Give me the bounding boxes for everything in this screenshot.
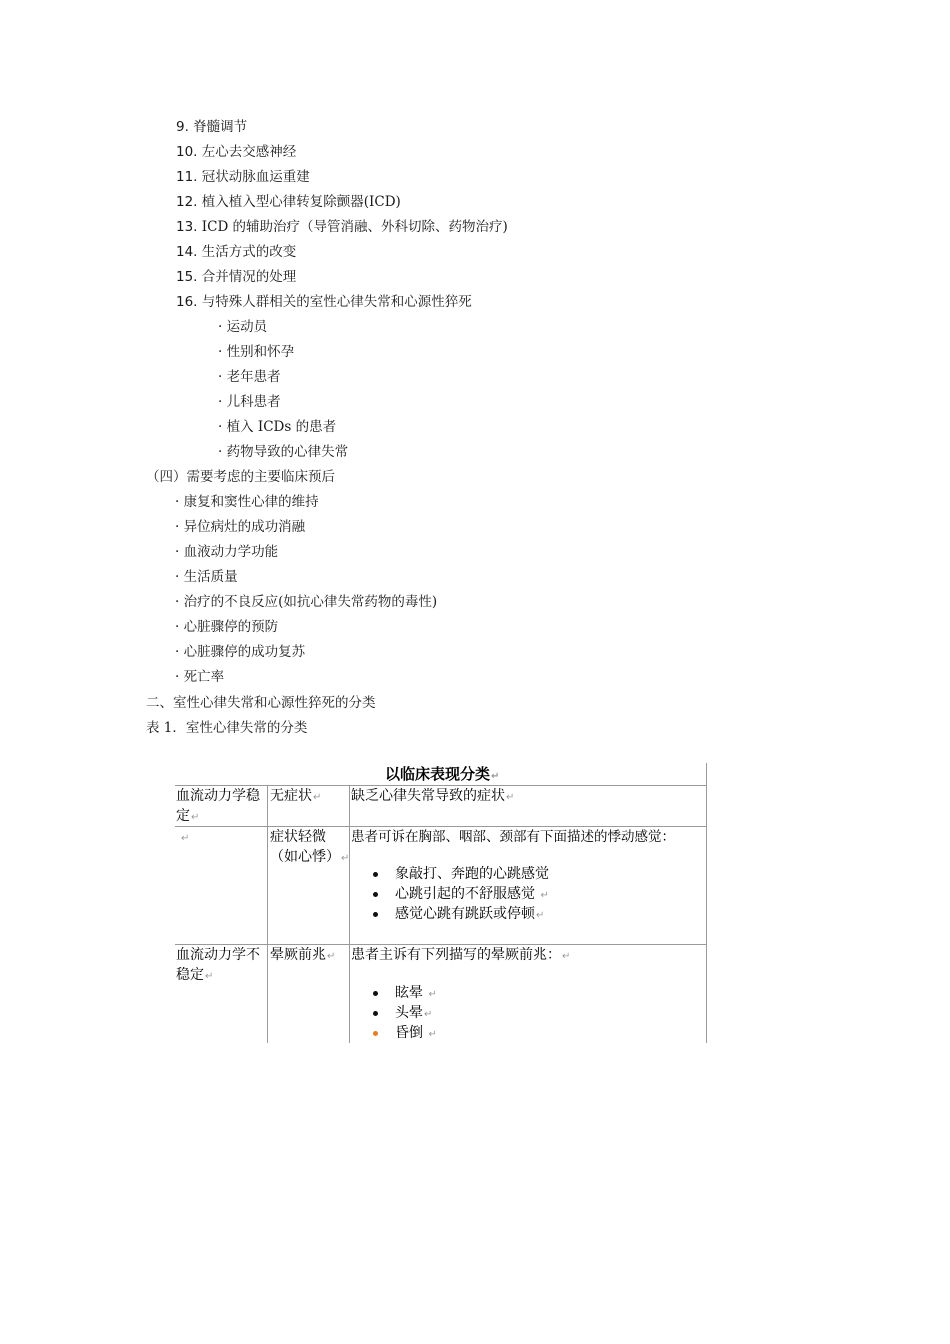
outcome-item: · 血液动力学功能 bbox=[175, 544, 279, 560]
cell-empty: ↵ bbox=[181, 833, 190, 844]
outcome-item: · 心脏骤停的成功复苏 bbox=[175, 644, 306, 660]
presyncope-item: 昏倒 ↵ bbox=[395, 1025, 437, 1041]
presyncope-item: 头晕↵ bbox=[395, 1005, 433, 1021]
list-bullet bbox=[373, 872, 378, 877]
sub-list-item: · 药物导致的心律失常 bbox=[218, 444, 349, 460]
sub-list-item: · 性别和怀孕 bbox=[218, 344, 295, 360]
outcome-item: · 康复和窦性心律的维持 bbox=[175, 494, 319, 510]
symptom-item: 感觉心跳有跳跃或停顿↵ bbox=[395, 906, 545, 922]
list-item-15: 15. 合并情况的处理 bbox=[176, 269, 297, 285]
table-rule bbox=[349, 785, 350, 1043]
section-heading-4: （四）需要考虑的主要临床预后 bbox=[146, 469, 335, 485]
outcome-item: · 心脏骤停的预防 bbox=[175, 619, 279, 635]
list-item-13: 13. ICD 的辅助治疗（导管消融、外科切除、药物治疗) bbox=[176, 219, 508, 235]
outcome-item: · 治疗的不良反应(如抗心律失常药物的毒性) bbox=[175, 594, 438, 610]
list-bullet bbox=[373, 991, 378, 996]
cell-asymptomatic: 无症状↵ bbox=[270, 788, 322, 804]
list-item-9: 9. 脊髓调节 bbox=[176, 119, 248, 135]
cell-asymptomatic-desc: 缺乏心律失常导致的症状↵ bbox=[351, 788, 515, 804]
list-item-10: 10. 左心去交感神经 bbox=[176, 144, 297, 160]
table-rule bbox=[706, 763, 707, 1043]
sub-list-item: · 儿科患者 bbox=[218, 394, 281, 410]
list-bullet bbox=[373, 1011, 378, 1016]
outcome-item: · 生活质量 bbox=[175, 569, 238, 585]
cell-mild-symptoms: 症状轻微 （如心悸）↵ bbox=[270, 829, 350, 865]
classification-table bbox=[175, 763, 707, 1043]
presyncope-item: 眩晕 ↵ bbox=[395, 985, 437, 1001]
symptom-item: 心跳引起的不舒服感觉 ↵ bbox=[395, 886, 549, 902]
cell-mild-symptoms-desc: 患者可诉在胸部、咽部、颈部有下面描述的悸动感觉： bbox=[351, 829, 675, 845]
list-bullet bbox=[373, 892, 378, 897]
list-item-16: 16. 与特殊人群相关的室性心律失常和心源性猝死 bbox=[176, 294, 472, 310]
list-item-12: 12. 植入植入型心律转复除颤器(ICD) bbox=[176, 194, 401, 210]
outcome-item: · 死亡率 bbox=[175, 669, 225, 685]
list-bullet bbox=[373, 912, 378, 917]
cell-hemo-stable: 血流动力学稳 定↵ bbox=[176, 788, 260, 824]
list-item-11: 11. 冠状动脉血运重建 bbox=[176, 169, 310, 185]
cell-hemo-unstable: 血流动力学不 稳定↵ bbox=[176, 947, 260, 983]
cell-presyncope-desc: 患者主诉有下列描写的晕厥前兆：↵ bbox=[351, 947, 571, 963]
sub-list-item: · 运动员 bbox=[218, 319, 268, 335]
symptom-item: 象敲打、奔跑的心跳感觉 bbox=[395, 866, 549, 882]
cell-presyncope: 晕厥前兆↵ bbox=[270, 947, 336, 963]
list-item-14: 14. 生活方式的改变 bbox=[176, 244, 297, 260]
list-bullet bbox=[373, 1031, 378, 1036]
outcome-item: · 异位病灶的成功消融 bbox=[175, 519, 306, 535]
sub-list-item: · 植入 ICDs 的患者 bbox=[218, 419, 337, 435]
table-rule bbox=[267, 785, 268, 1043]
section-heading-2: 二、室性心律失常和心源性猝死的分类 bbox=[146, 695, 376, 711]
sub-list-item: · 老年患者 bbox=[218, 369, 281, 385]
table-caption: 表 1．室性心律失常的分类 bbox=[146, 720, 308, 736]
table-title: 以临床表现分类↵ bbox=[385, 765, 500, 783]
